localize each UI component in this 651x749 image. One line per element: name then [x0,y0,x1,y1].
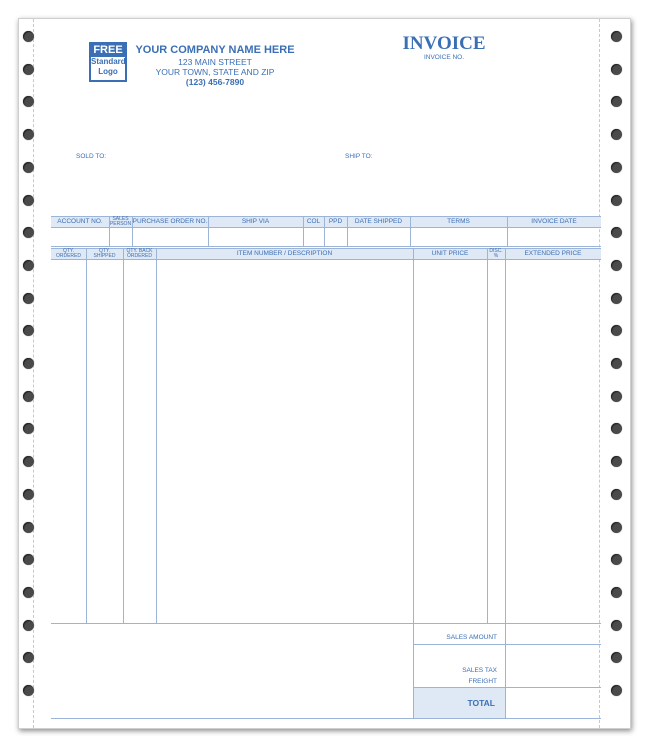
left-feed-hole [23,456,34,467]
right-feed-hole [611,31,622,42]
right-feed-hole [611,522,622,533]
sold-to-label: SOLD TO: [76,153,107,160]
left-feed-hole [23,391,34,402]
col-header: COL [306,218,321,225]
sales-person-line1: SALES [112,216,129,222]
right-feed-hole [611,554,622,565]
order-row-bottom-rule [51,246,601,247]
disc-header [487,249,505,259]
right-feed-hole [611,456,622,467]
unit-price-header: UNIT PRICE [431,250,469,257]
freight-label: FREIGHT [468,678,497,685]
company-phone: (123) 456-7890 [185,77,245,87]
left-feed-hole [23,31,34,42]
invoice-date-header: INVOICE DATE [531,218,577,225]
item-column-divider [86,248,87,624]
ship-via-header: SHIP VIA [241,218,270,225]
sales-amount-rule [413,644,601,645]
disc-line1: DISC. [489,248,503,254]
right-feed-hole [611,391,622,402]
company-logo [89,42,127,82]
qty-shipped-line2: SHIPPED [93,253,116,259]
left-feed-hole [23,587,34,598]
left-feed-hole [23,423,34,434]
disc-line2: % [493,253,499,259]
right-feed-hole [611,162,622,173]
item-description-header: ITEM NUMBER / DESCRIPTION [236,250,333,257]
right-feed-hole [611,64,622,75]
right-feed-hole [611,195,622,206]
ship-to-label: SHIP TO: [345,153,373,160]
sales-person-header [109,217,132,227]
right-feed-hole [611,423,622,434]
right-feed-hole [611,620,622,631]
left-feed-hole [23,129,34,140]
right-feed-hole [611,325,622,336]
total-label: TOTAL [467,698,495,708]
right-feed-hole [611,293,622,304]
right-feed-hole [611,96,622,107]
items-bottom-rule [51,623,601,624]
logo-logo: Logo [98,67,118,76]
right-feed-hole [611,685,622,696]
left-feed-hole [23,685,34,696]
invoice-number-label: INVOICE NO. [423,54,465,61]
terms-header: TERMS [447,218,470,225]
right-feed-hole [611,358,622,369]
company-city: YOUR TOWN, STATE AND ZIP [155,67,275,77]
right-feed-hole [611,260,622,271]
logo-free: FREE [91,44,125,57]
left-feed-hole [23,652,34,663]
sales-amount-label: SALES AMOUNT [446,634,497,641]
qty-shipped-line1: QTY. [98,248,111,254]
company-info [125,44,305,87]
item-column-divider [413,248,414,624]
left-feed-hole [23,554,34,565]
right-feed-hole [611,652,622,663]
left-feed-hole [23,620,34,631]
company-street: 123 MAIN STREET [178,57,252,67]
form-bottom-rule [51,718,601,719]
left-feed-hole [23,325,34,336]
left-feed-hole [23,489,34,500]
item-column-divider [123,248,124,624]
left-feed-hole [23,64,34,75]
item-column-divider [156,248,157,624]
purchase-order-header: PURCHASE ORDER NO. [132,218,208,225]
qty-ordered-header [51,249,86,259]
qty-back-ordered-header [123,249,156,259]
logo-standard: Standard [91,57,126,66]
left-feed-hole [23,195,34,206]
left-feed-hole [23,358,34,369]
invoice-title: INVOICE [402,33,486,54]
right-perforation [599,19,600,728]
date-shipped-header: DATE SHIPPED [354,218,403,225]
company-name: YOUR COMPANY NAME HERE [135,44,295,56]
account-no-header: ACCOUNT NO. [57,218,103,225]
left-feed-hole [23,522,34,533]
sales-tax-label: SALES TAX [462,667,497,674]
right-feed-hole [611,587,622,598]
invoice-form-sheet [18,18,631,729]
right-feed-hole [611,227,622,238]
left-feed-hole [23,293,34,304]
item-column-divider [505,248,506,624]
qty-ordered-line2: ORDERED [55,253,81,259]
left-feed-hole [23,260,34,271]
right-feed-hole [611,489,622,500]
left-feed-hole [23,96,34,107]
left-feed-hole [23,162,34,173]
qty-shipped-header [86,249,123,259]
qty-ordered-line1: QTY. [62,248,75,254]
left-feed-hole [23,227,34,238]
item-column-divider [487,248,488,624]
sales-person-line2: PERSON [109,221,132,227]
right-feed-hole [611,129,622,140]
ppd-header: PPD [328,218,343,225]
qty-back-line1: QTY. BACK [126,248,153,254]
extended-price-header: EXTENDED PRICE [524,250,582,257]
qty-back-line2: ORDERED [126,253,152,259]
totals-mid-rule [505,624,506,719]
